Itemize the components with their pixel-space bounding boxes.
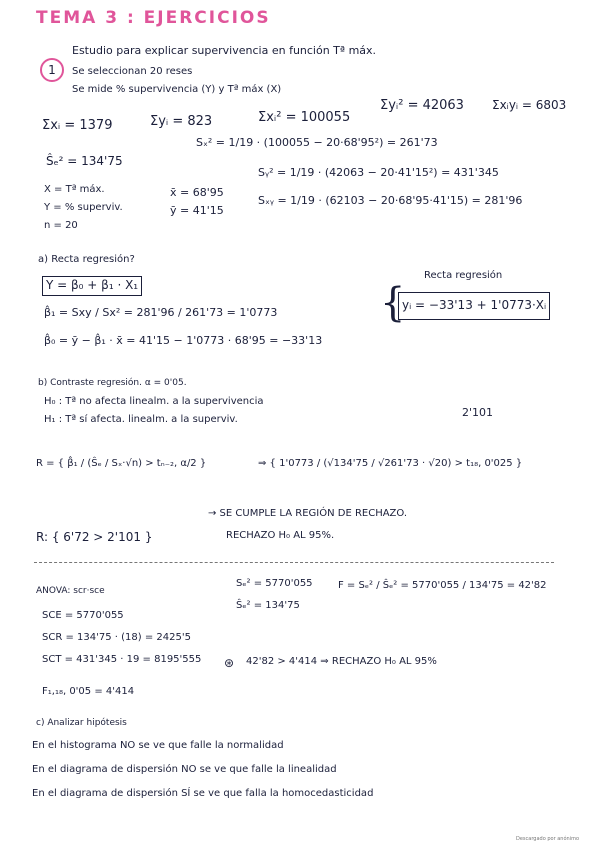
sxy-formula: Sₓᵧ = 1/19 · (62103 − 20·68'95·41'15) = 281'96 <box>258 194 523 207</box>
anova-sct: SCT = 431'345 · 19 = 8195'555 <box>42 654 202 665</box>
conclusion-line-1: → SE CUMPLE LA REGIÓN DE RECHAZO. <box>208 508 408 519</box>
conclusion-line-2: RECHAZO H₀ AL 95%. <box>226 530 335 541</box>
statement-line-3: Se mide % supervivencia (Y) y Tª máx (X) <box>72 84 282 95</box>
section-c-label: c) Analizar hipótesis <box>36 718 127 728</box>
var-x: X = Tª máx. <box>44 184 105 195</box>
hypothesis-note-3: En el diagrama de dispersión SÍ se ve que falla la homocedasticidad <box>32 788 374 799</box>
section-a-label: a) Recta regresión? <box>38 254 135 265</box>
page-title: TEMA 3 : EJERCICIOS <box>36 8 271 28</box>
f-statistic: F = Sₑ² / Ŝₑ² = 5770'055 / 134'75 = 42'82 <box>338 580 547 591</box>
section-b-label: b) Contraste regresión. α = 0'05. <box>38 378 187 388</box>
beta0-estimate: β̂₀ = ȳ − β̂₁ · x̄ = 41'15 − 1'0773 · 68'95 = −33'13 <box>44 334 323 347</box>
sum-x2: Σxᵢ² = 100055 <box>258 110 351 125</box>
regression-line-box <box>398 292 550 320</box>
beta1-estimate: β̂₁ = Sxy / Sx² = 281'96 / 261'73 = 1'0773 <box>44 306 278 319</box>
mean-y: ȳ = 41'15 <box>170 204 224 217</box>
t-critical-value: 2'101 <box>462 406 494 419</box>
sum-xy: Σxᵢyᵢ = 6803 <box>492 98 567 112</box>
alt-hypothesis: H₁ : Tª sí afecta. linealm. a la superviv. <box>44 414 238 425</box>
regression-line: yᵢ = −33'13 + 1'0773·Xᵢ <box>402 298 547 312</box>
sx2-formula: Sₓ² = 1/19 · (100055 − 20·68'95²) = 261'73 <box>196 136 438 149</box>
statement-line-2: Se seleccionan 20 reses <box>72 66 193 77</box>
anova-comparison: 42'82 > 4'414 ⇒ RECHAZO H₀ AL 95% <box>246 656 437 667</box>
mean-x: x̄ = 68'95 <box>170 186 224 199</box>
anova-scr: SCR = 134'75 · (18) = 2425'5 <box>42 632 191 643</box>
anova-bullet: ⊛ <box>224 656 235 670</box>
rejection-region: R = { β̂₁ / (Ŝₑ / Sₓ·√n) > tₙ₋₂, α/2 } <box>36 458 207 469</box>
hypothesis-note-1: En el histograma NO se ve que falle la normalidad <box>32 740 284 751</box>
sum-x: Σxᵢ = 1379 <box>42 118 113 133</box>
rejection-region-numeric: ⇒ { 1'0773 / (√134'75 / √261'73 · √20) > t₁₈, 0'025 } <box>258 458 523 469</box>
regression-line-title: Recta regresión <box>424 270 503 281</box>
test-result: R: { 6'72 > 2'101 } <box>36 530 153 544</box>
model-equation: Y = β₀ + β₁ · X₁ <box>46 278 139 292</box>
null-hypothesis: H₀ : Tª no afecta linealm. a la supervivencia <box>44 396 264 407</box>
download-footer: Descargado por anónimo <box>515 836 579 842</box>
brace-left: { <box>380 280 406 326</box>
residual-variance-anova: Ŝₑ² = 134'75 <box>236 600 300 611</box>
var-n: n = 20 <box>44 220 78 231</box>
model-box <box>42 276 142 296</box>
anova-sce: SCE = 5770'055 <box>42 610 124 621</box>
exercise-number-circle: 1 <box>40 58 64 82</box>
hypothesis-note-2: En el diagrama de dispersión NO se ve que falle la linealidad <box>32 764 337 775</box>
sum-y: Σyᵢ = 823 <box>150 114 213 129</box>
statement-line-1: Estudio para explicar supervivencia en función Tª máx. <box>72 44 377 57</box>
anova-label: ANOVA: scr·sce <box>36 586 105 596</box>
var-y: Y = % superviv. <box>44 202 123 213</box>
explained-variance: Sₑ² = 5770'055 <box>236 578 313 589</box>
sy2-formula: Sᵧ² = 1/19 · (42063 − 20·41'15²) = 431'345 <box>258 166 499 179</box>
section-divider <box>34 562 554 563</box>
sum-y2: Σyᵢ² = 42063 <box>380 98 464 113</box>
residual-variance: Ŝₑ² = 134'75 <box>46 154 123 168</box>
f-critical: F₁,₁₈, 0'05 = 4'414 <box>42 686 135 697</box>
